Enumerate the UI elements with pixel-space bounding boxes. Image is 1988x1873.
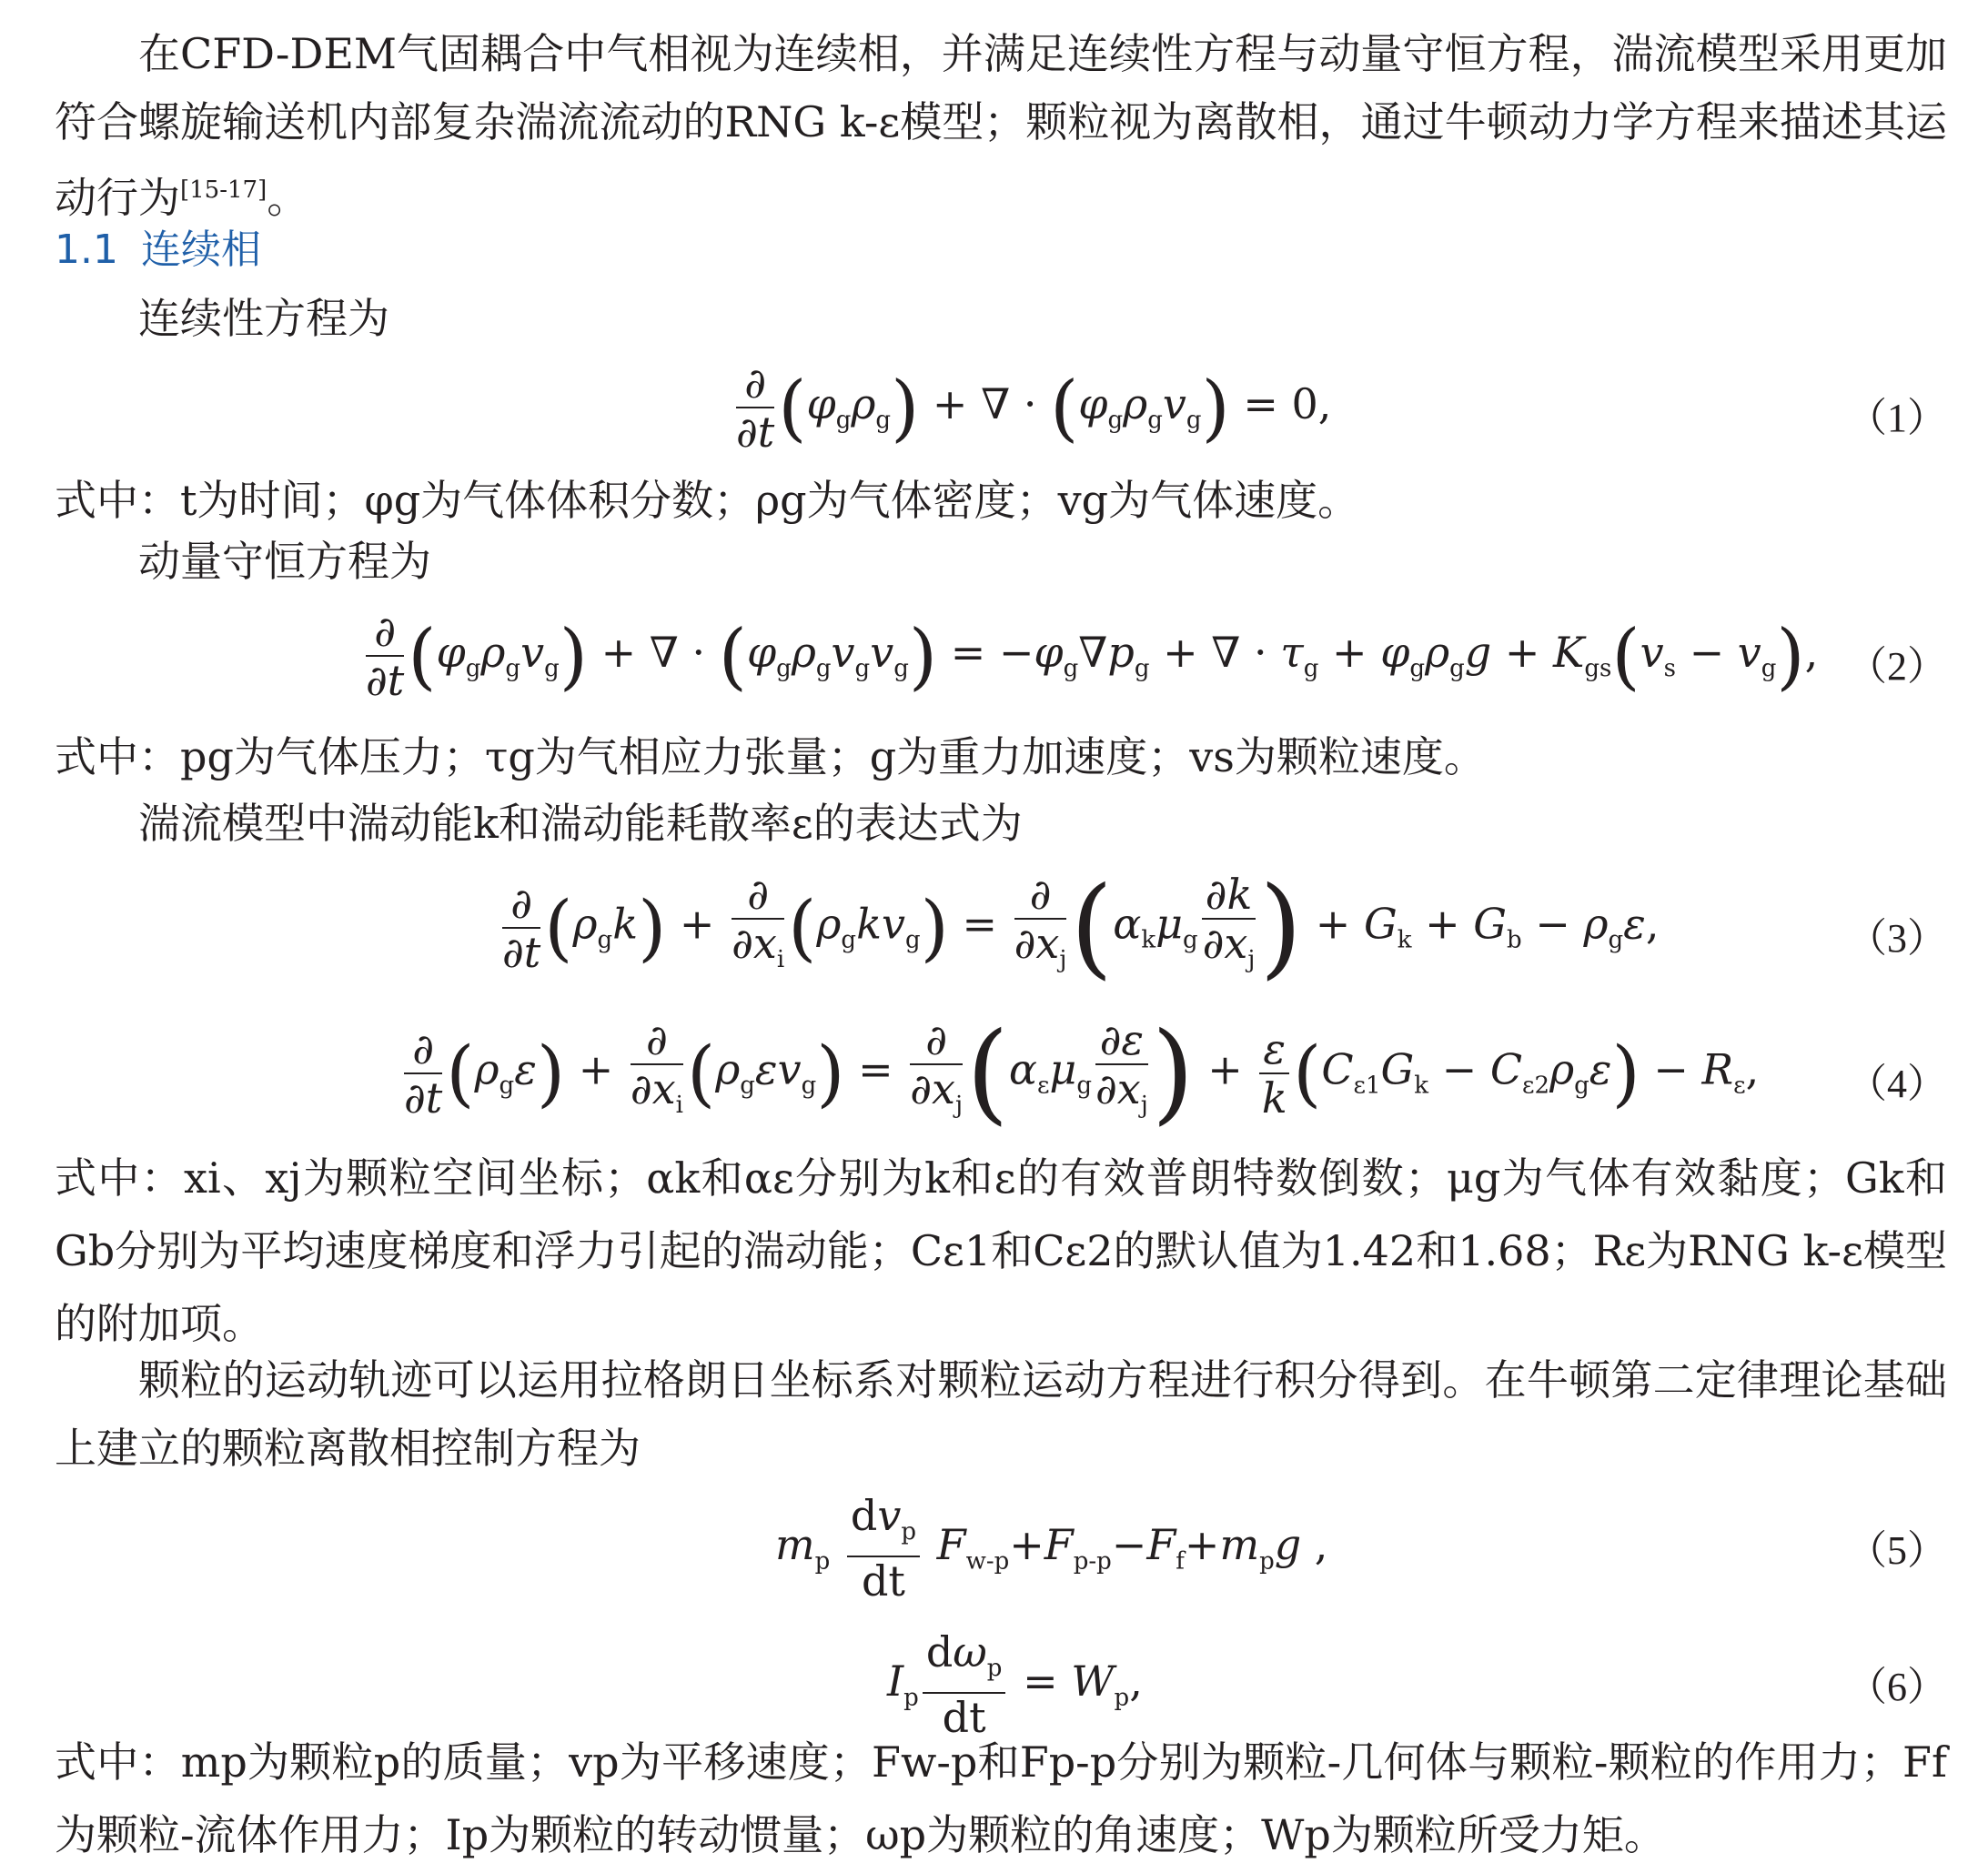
- equation-1-number: （1）: [1847, 396, 1947, 440]
- equation-6-number: （6）: [1847, 1665, 1947, 1709]
- equation-2-number: （2）: [1847, 644, 1947, 689]
- intro-paragraph: [55, 20, 1947, 232]
- where-1: 式中：t为时间；φg为气体体积分数；ρg为气体密度；vg为气体速度。: [55, 476, 1360, 525]
- where-4: 式中：mp为颗粒p的质量；vp为平移速度；Fw-p和Fp-p分别为颗粒-几何体与颗粒-颗粒的作用力；Ff为颗粒-流体作用力；Ip为颗粒的转动惯量；ωp为颗粒的角速度；Wp为颗粒所受力矩。: [55, 1737, 1947, 1859]
- where-2: 式中：pg为气体压力；τg为气相应力张量；g为重力加速度；vs为颗粒速度。: [55, 732, 1486, 781]
- equation-4: $\frac{\partial}{\partial t}$ $(\rho_g\varepsilon)$ + $\frac{\partial}{\partial x_i}$ $(\rho_g\varepsilon v_g)$ = $\frac{\partial}{\partial x_j}$ ($\alpha_\varepsilon\mu_g$ $\frac{\partial\varepsilon}{\partial x_j}$ ) + $\frac{\varepsilon}{k}$ $(C_{\varepsilon 1}G_k - C_{\varepsilon 2}\rho_g\varepsilon) - R_\varepsilon$, （4）: [404, 1010, 1947, 1136]
- where-3: 式中：xi、xj为颗粒空间坐标；αk和αε分别为k和ε的有效普朗特数倒数；μg为气体有效黏度；Gk和Gb分别为平均速度梯度和浮力引起的湍动能；Cε1和Cε2的默认值为1.42和1.68；Rε为RNG k-ε模型的附加项。: [55, 1153, 1947, 1348]
- section-heading: [55, 221, 261, 279]
- equation-6: $I_p$ $\frac{d\omega_p}{dt}$ = $W_p$, （6）: [887, 1627, 1947, 1743]
- equation-5: $m_p$ $\frac{dv_p}{dt}$ $F_{w-p}+F_{p-p}-F_f+m_pg$ , （5）: [775, 1491, 1947, 1606]
- equation-3: $\frac{\partial}{\partial t}$ $(\rho_gk)$ + $\frac{\partial}{\partial x_i}$ $(\rho_gkv_g)$ = $\frac{\partial}{\partial x_j}$ ($\alpha_k\mu_g$ $\frac{\partial k}{\partial x_j}$ ) + $G_k + G_b - \rho_g\varepsilon$, （3）: [502, 864, 1947, 991]
- equation-2: $\frac{\partial}{\partial t}$ $(\varphi_g\rho_gv_g)$ + ∇ · $(\varphi_g\rho_gv_gv_g) = -\varphi_g\nabla p_g$ + ∇ · $\tau_g + \varphi_g\rho_gg + K_{gs}(v_s - v_g)$, （2）: [366, 607, 1947, 705]
- citation: [15-17]: [180, 176, 267, 204]
- section-number: 1.1: [55, 227, 118, 273]
- momentum-lead: 动量守恒方程为: [138, 537, 431, 586]
- intro-end: 。: [267, 173, 309, 223]
- equation-1: $\frac{\partial}{\partial t}$ $(\varphi_g\rho_g)$ + ∇ · $(\varphi_g\rho_gv_g) = 0$, （1）: [736, 358, 1947, 457]
- equation-3-number: （3）: [1847, 916, 1947, 961]
- equation-4-number: （4）: [1847, 1062, 1947, 1106]
- turbulence-lead: 湍流模型中湍动能k和湍动能耗散率ε的表达式为: [138, 799, 1023, 848]
- particle-paragraph: 颗粒的运动轨迹可以运用拉格朗日坐标系对颗粒运动方程进行积分得到。在牛顿第二定律理论基础上建立的颗粒离散相控制方程为: [55, 1355, 1947, 1473]
- section-title: 连续相: [141, 227, 261, 273]
- equation-5-number: （5）: [1847, 1528, 1947, 1573]
- continuity-lead: 连续性方程为: [138, 294, 389, 343]
- intro-text: 在CFD-DEM气固耦合中气相视为连续相，并满足连续性方程与动量守恒方程，湍流模型采用更加符合螺旋输送机内部复杂湍流流动的RNG k-ε模型；颗粒视为离散相，通过牛顿动力学方程来描述其运动行为: [55, 29, 1947, 223]
